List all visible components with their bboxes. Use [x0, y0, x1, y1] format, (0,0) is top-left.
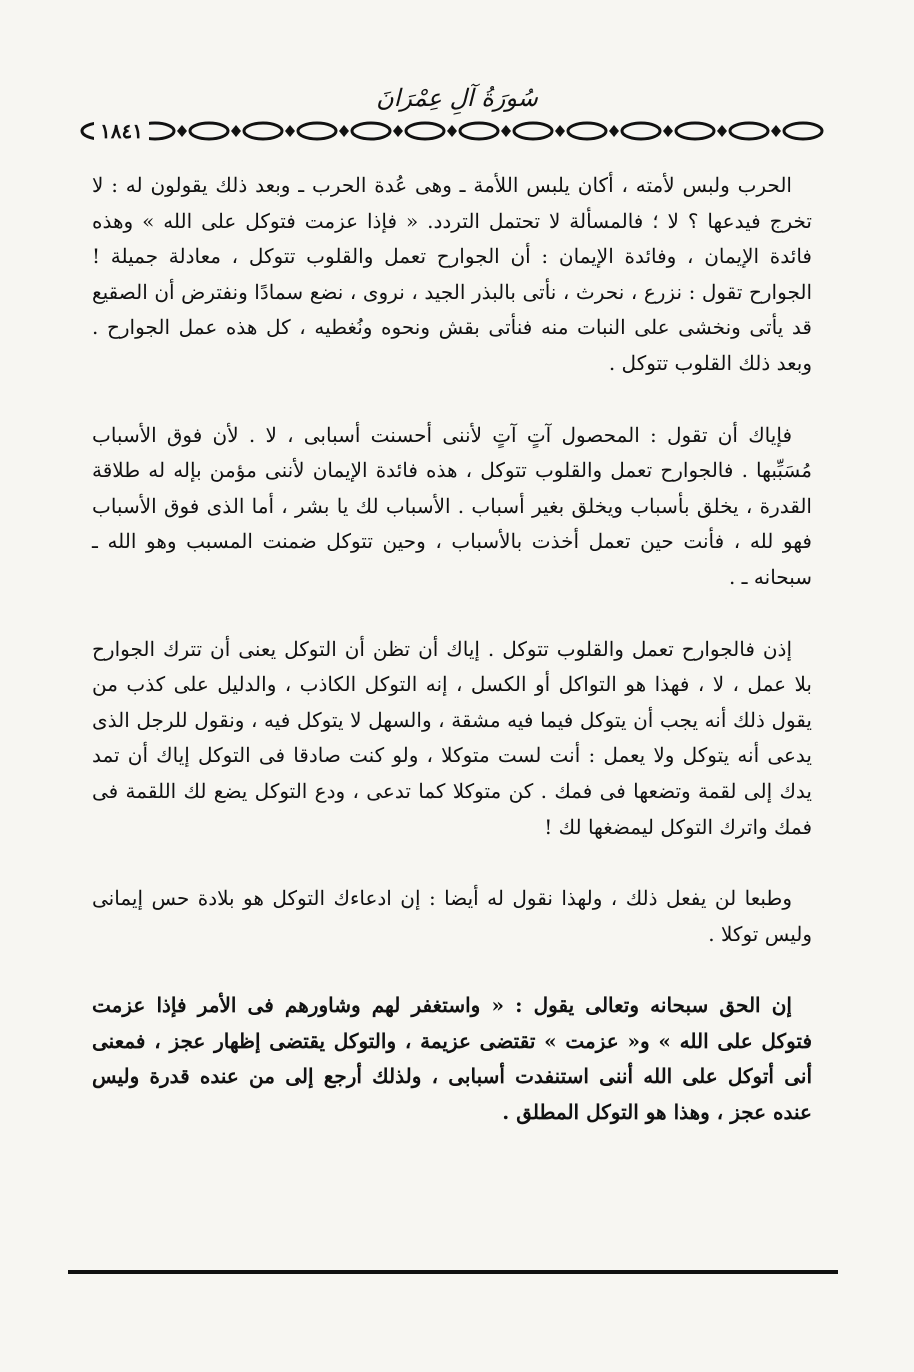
- header-ornament-border: [74, 116, 834, 156]
- page-body: [92, 168, 812, 1167]
- ornament-link: [730, 123, 768, 139]
- page-number: ١٨٤١: [94, 116, 149, 146]
- ornament-link: [784, 123, 822, 139]
- paragraph-2: فإياك أن تقول : المحصول آتٍ آتٍ لأننى أحسنت أسبابى ، لا . لأن فوق الأسباب مُسَبِّبها . فالجوارح تعمل والقلوب تتوكل ، هذه فائدة الإيمان لأننى مؤمن بإله له طلاقة القدرة ، يخلق بأسباب ويخلق بغير أسباب . الأسباب لك يا بشر ، أما الذى فوق الأسباب فهو لله ، فأنت حين تعمل أخذت بالأسباب ، وحين تتوكل ضمنت المسبب وهو الله ـ سبحانه ـ .: [92, 422, 812, 589]
- ornament-diamond: [177, 125, 187, 137]
- ornament-link: [406, 123, 444, 139]
- paragraph-5: إن الحق سبحانه وتعالى يقول : « واستغفر لهم وشاورهم فى الأمر فإذا عزمت فتوكل على الله » و« عزمت » تقتضى عزيمة ، والتوكل يقتضى إظهار عجز ، فمعنى أنى أتوكل على الله أننى استنفدت أسبابى ، ولذلك أرجع إلى من عنده قدرة وليس عنده عجز ، وهذا هو التوكل المطلق .: [92, 993, 812, 1125]
- ornament-diamond: [339, 125, 349, 137]
- ornament-diamond: [663, 125, 673, 137]
- ornament-diamond: [771, 125, 781, 137]
- ornament-diamond: [285, 125, 295, 137]
- paragraph-1: الحرب ولبس لأمته ، أكان يلبس اللأمة ـ وهى عُدة الحرب ـ وبعد ذلك يقولون له : لا تخرج فيدعها ؟ لا ؛ فالمسألة لا تحتمل التردد. « فإذا عزمت فتوكل على الله » وهذه فائدة الإيمان ، وفائدة الإيمان : أن الجوارح تعمل والقلوب تتوكل ، معادلة جميلة ! الجوارح تقول : نزرع ، نحرث ، نأتى بالبذر الجيد ، نروى ، نضع سمادًا ونفترض أن الصقيع قد يأتى ونخشى على النبات منه فنأتى بقش ونحوه ونُغطيه ، كل هذه عمل الجوارح . وبعد ذلك القلوب تتوكل .: [92, 173, 813, 375]
- ornament-link: [298, 123, 336, 139]
- ornament-diamond: [609, 125, 619, 137]
- ornament-link: [676, 123, 714, 139]
- ornament-link: [352, 123, 390, 139]
- paragraph-3: إذن فالجوارح تعمل والقلوب تتوكل . إياك أن تظن أن التوكل يعنى أن تترك الجوارح بلا عمل ، لا ، فهذا هو التواكل أو الكسل ، إنه التوكل الكاذب ، والدليل على كذب من يقول ذلك أنه يجب أن يتوكل فيما فيه مشقة ، والسهل لا يتوكل فيه ، ونقول للرجل الذى يدعى أنه يتوكل ولا يعمل : أنت لست متوكلا ، ولو كنت صادقا فى التوكل إياك أن تمد يدك إلى لقمة وتضعها فى فمك . كن متوكلا كما تدعى ، ودع التوكل يضع لك اللقمة فى فمك واترك التوكل ليمضغها لك !: [92, 636, 812, 839]
- ornament-diamond: [555, 125, 565, 137]
- ornament-diamond: [501, 125, 511, 137]
- surah-title: سُورَةُ آلِ عِمْرَانَ: [376, 84, 538, 112]
- ornament-link: [568, 123, 606, 139]
- paragraph-4: وطبعا لن يفعل ذلك ، ولهذا نقول له أيضا : إن ادعاءك التوكل هو بلادة حس إيمانى وليس توكلا .: [92, 886, 812, 946]
- ornament-link: [460, 123, 498, 139]
- ornament-link: [190, 123, 228, 139]
- ornament-diamond: [447, 125, 457, 137]
- footer-rule: [68, 1270, 838, 1274]
- ornament-diamond: [393, 125, 403, 137]
- ornament-diamond: [231, 125, 241, 137]
- ornament-link: [622, 123, 660, 139]
- ornament-link: [514, 123, 552, 139]
- ornament-diamond: [717, 125, 727, 137]
- ornament-link: [244, 123, 282, 139]
